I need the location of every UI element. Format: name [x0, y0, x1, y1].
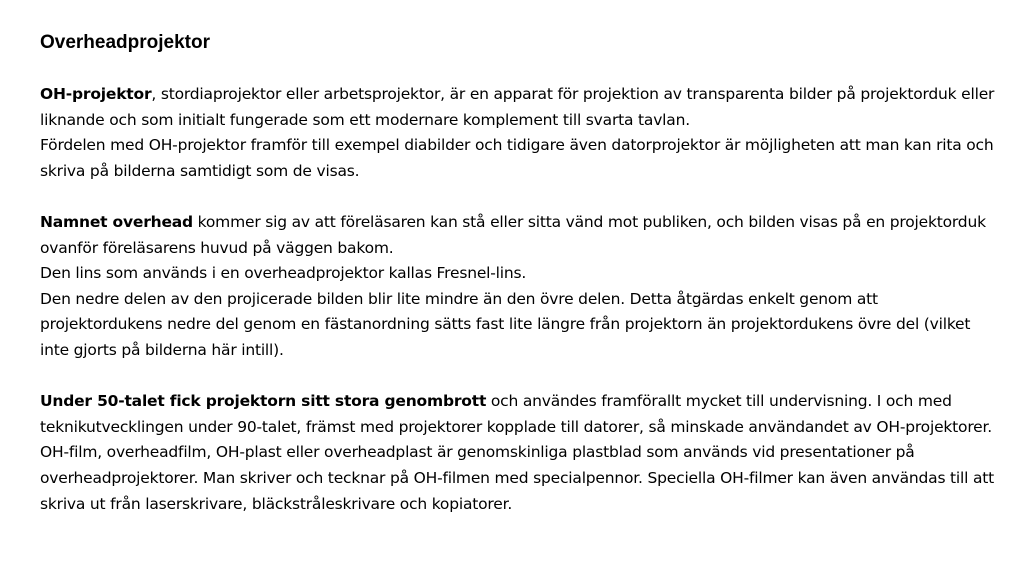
- term-oh-projektor: OH-projektor: [40, 85, 152, 103]
- paragraph-oh-film: OH-film, overheadfilm, OH-plast eller overheadplast är genomskinliga plastblad som används vid presentationer på overheadprojektorer. Man skriver och tecknar på OH-filmen med specialpennor. Speciella OH-filmer kan även användas till att skriva ut från laserskrivare, bläckstråleskrivare och kopiatorer.: [40, 443, 995, 513]
- paragraph-history: [40, 389, 1000, 440]
- slide-title: Overheadprojektor: [40, 32, 210, 53]
- paragraph-keystone: Den nedre delen av den projicerade bilden blir lite mindre än den övre delen. Detta åtgärdas enkelt genom att projektordukens nedre del genom en fästanordning sätts fast lite längre från projektorn än projektordukens övre del (vilket inte gjorts på bilderna här intill).: [40, 289, 971, 359]
- slide-body: [40, 82, 1000, 517]
- paragraph-lens: Den lins som används i en overheadprojektor kallas Fresnel-lins.: [40, 264, 527, 283]
- paragraph-gap: [40, 184, 1000, 210]
- paragraph-definition: [40, 82, 1000, 133]
- paragraph-gap: [40, 364, 1000, 390]
- paragraph-name-origin: [40, 210, 1000, 261]
- term-namnet-overhead: Namnet overhead: [40, 212, 193, 231]
- term-50-talet: Under 50-talet fick projektorn sitt stora genombrott: [40, 392, 487, 411]
- paragraph-name-origin-text: kommer sig av att föreläsaren kan stå eller sitta vänd mot publiken, och bilden visas på en projektorduk ovanför föreläsarens huvud på väggen bakom.: [40, 212, 986, 257]
- paragraph-history-text: och användes framförallt mycket till undervisning. I och med teknikutvecklingen under 90-talet, främst med projektorer kopplade till datorer, så minskade användandet av OH-projektorer.: [40, 392, 992, 436]
- paragraph-definition-text: , stordiaprojektor eller arbetsprojektor, är en apparat för projektion av transparenta bilder på projektorduk eller liknande och som initialt fungerade som ett modernare komplement till svarta tavlan.: [40, 85, 995, 129]
- paragraph-advantage: Fördelen med OH-projektor framför till exempel diabilder och tidigare även datorprojektor är möjligheten att man kan rita och skriva på bilderna samtidigt som de visas.: [40, 136, 994, 180]
